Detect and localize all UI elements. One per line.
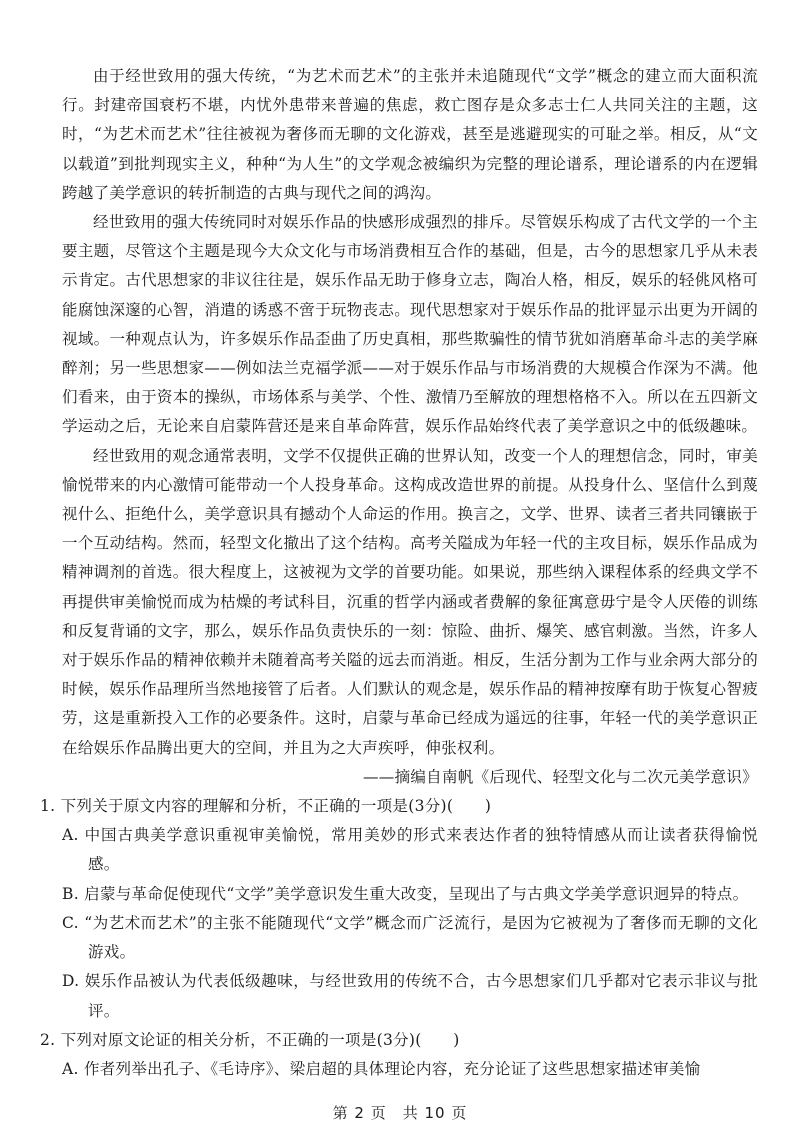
question-2-stem: 2. 下列对原文论证的相关分析，不正确的一项是(3分)( )	[40, 1030, 460, 1049]
question-1-option-b: B. 启蒙与革命促使现代“文学”美学意识发生重大改变，呈现出了与古典文学美学意识迥异的特点。	[62, 884, 749, 903]
exam-page	[40, 62, 758, 1084]
article-source: ——摘编自南帆《后现代、轻型文化与二次元美学意识》	[362, 767, 758, 786]
question-1-option-d: D. 娱乐作品被认为代表低级趣味，与经世致用的传统不合，古今思想家们几乎都对它表示非议与批评。	[62, 972, 758, 1020]
page-footer: 第 2 页 共 10 页	[332, 1104, 468, 1122]
article-paragraph-2: 经世致用的强大传统同时对娱乐作品的快感形成强烈的排斥。尽管娱乐构成了古代文学的一个主要主题，尽管这个主题是现今大众文化与市场消费相互合作的基础，但是，古今的思想家几乎从未表示肯定。古代思想家的非议往往是，娱乐作品无助于修身立志，陶冶人格，相反，娱乐的轻佻风格可能腐蚀深邃的心智，消遣的诱惑不啻于玩物丧志。现代思想家对于娱乐作品的批评显示出更为开阔的视域。一种观点认为，许多娱乐作品歪曲了历史真相，那些欺骗性的情节犹如消磨革命斗志的美学麻醉剂；另一些思想家——例如法兰克福学派——对于娱乐作品与市场消费的大规模合作深为不满。他们看来，由于资本的操纵，市场体系与美学、个性、激情乃至解放的理想格格不入。所以在五四新文学运动之后，无论来自启蒙阵营还是来自革命阵营，娱乐作品始终代表了美学意识之中的低级趣味。	[62, 213, 758, 436]
question-2-option-a: A. 作者列举出孔子、《毛诗序》、梁启超的具体理论内容，充分论证了这些思想家描述审美愉	[62, 1059, 701, 1078]
article-paragraph-1: 由于经世致用的强大传统，“为艺术而艺术”的主张并未追随现代“文学”概念的建立而大面积流行。封建帝国衰朽不堪，内忧外患带来普遍的焦虑，救亡图存是众多志士仁人共同关注的主题，这时，“为艺术而艺术”往往被视为奢侈而无聊的文化游戏，甚至是逃避现实的可耻之举。相反，从“文以载道”到批判现实主义，种种“为人生”的文学观念被编织为完整的理论谱系，理论谱系的内在逻辑跨越了美学意识的转折制造的古典与现代之间的鸿沟。	[62, 67, 758, 202]
question-1-option-c: C. “为艺术而艺术”的主张不能随现代“文学”概念而广泛流行，是因为它被视为了奢侈而无聊的文化游戏。	[62, 913, 758, 962]
question-2	[40, 1026, 758, 1084]
question-1	[40, 792, 758, 1026]
article-paragraph-3: 经世致用的观念通常表明，文学不仅提供正确的世界认知，改变一个人的理想信念，同时，审美愉悦带来的内心激情可能带动一个人投身革命。这构成改造世界的前提。从投身什么、坚信什么到蔑视什么、拒绝什么，美学意识具有撼动个人命运的作用。换言之，文学、世界、读者三者共同镶嵌于一个互动结构。然而，轻型文化撤出了这个结构。高考关隘成为年轻一代的主攻目标，娱乐作品成为精神调剂的首选。很大程度上，这被视为文学的首要功能。如果说，那些纳入课程体系的经典文学不再提供审美愉悦而成为枯燥的考试科目，沉重的哲学内涵或者费解的象征寓意毋宁是令人厌倦的训练和反复背诵的文字，那么，娱乐作品负责快乐的一刻：惊险、曲折、爆笑、感官刺激。当然，许多人对于娱乐作品的精神依赖并未随着高考关隘的远去而消逝。相反，生活分割为工作与业余两大部分的时候，娱乐作品理所当然地接管了后者。人们默认的观念是，娱乐作品的精神按摩有助于恢复心智疲劳，这是重新投入工作的必要条件。这时，启蒙与革命已经成为遥远的往事，年轻一代的美学意识正在给娱乐作品腾出更大的空间，并且为之大声疾呼，伸张权利。	[62, 446, 758, 757]
question-1-stem: 1. 下列关于原文内容的理解和分析，不正确的一项是(3分)( )	[40, 797, 492, 816]
question-1-option-a: A. 中国古典美学意识重视审美愉悦，常用美妙的形式来表达作者的独特情感从而让读者获得愉悦感。	[62, 826, 758, 874]
